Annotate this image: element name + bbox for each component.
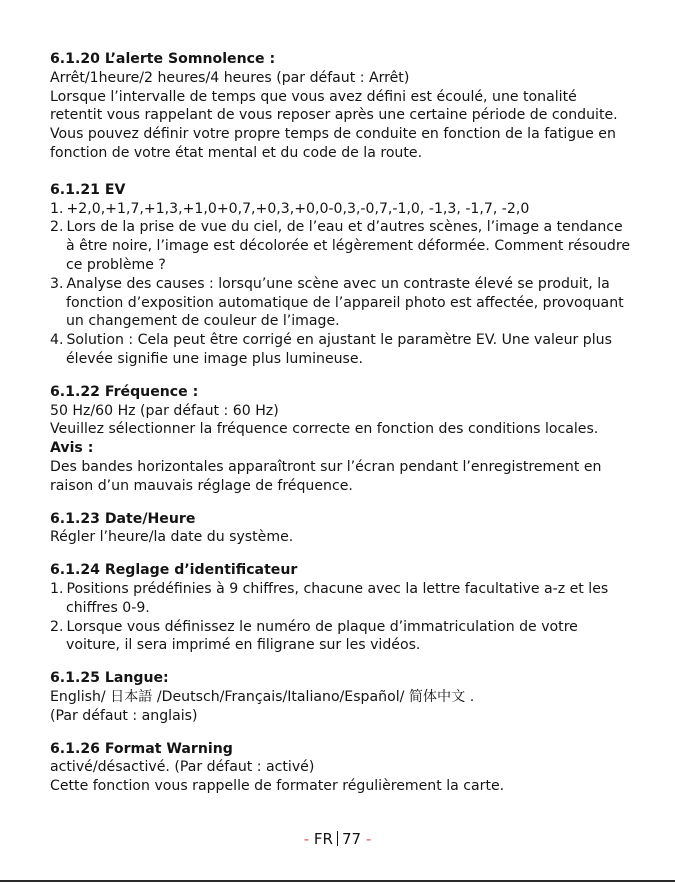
- page-content: [50, 50, 630, 810]
- list-text: Positions prédéfinies à 9 chiffres, chacune avec la lettre facultative a-z et les chiffres 0-9.: [66, 580, 609, 616]
- list-text: Lors de la prise de vue du ciel, de l’eau et d’autres scènes, l’image a tendance à être noire, l’image est décolorée et légèrement déformée. Comment résoudre ce problème ?: [66, 219, 631, 273]
- section-heading: 6.1.23 Date/Heure: [50, 510, 196, 527]
- footer-separator: [337, 831, 338, 846]
- footer-dash-left: -: [303, 830, 310, 848]
- section-format-warning: [50, 740, 630, 796]
- list-item: [50, 580, 630, 618]
- page-number: 77: [341, 830, 362, 848]
- bottom-rule: [0, 880, 675, 882]
- paragraph: English/ 日本語 /Deutsch/Français/Italiano/Español/ 简体中文 .: [50, 688, 475, 705]
- section-heading: 6.1.21 EV: [50, 181, 126, 198]
- section-heading: 6.1.22 Fréquence :: [50, 383, 199, 400]
- section-heading: 6.1.20 L’alerte Somnolence :: [50, 51, 276, 67]
- paragraph: 50 Hz/60 Hz (par défaut : 60 Hz): [50, 402, 279, 419]
- notice-heading: Avis :: [50, 440, 94, 457]
- section-identifier: [50, 561, 630, 655]
- paragraph: Régler l’heure/la date du système.: [50, 529, 294, 546]
- list-text: Solution : Cela peut être corrigé en ajustant le paramètre EV. Une valeur plus élevée signifie une image plus lumineuse.: [66, 332, 612, 367]
- footer-language: FR: [313, 830, 333, 848]
- list-number: 1.: [50, 580, 64, 597]
- list-number: 2.: [50, 618, 64, 635]
- section-ev: [50, 181, 630, 369]
- list-text: +2,0,+1,7,+1,3,+1,0+0,7,+0,3,+0,0-0,3,-0,7,-1,0, -1,3, -1,7, -2,0: [66, 200, 530, 217]
- list-item: [50, 331, 630, 369]
- paragraph: Cette fonction vous rappelle de formater régulièrement la carte.: [50, 778, 505, 795]
- section-heading: 6.1.26 Format Warning: [50, 740, 233, 757]
- section-heading: 6.1.25 Langue:: [50, 670, 169, 687]
- list-item: [50, 275, 630, 331]
- section-heading: 6.1.24 Reglage d’identificateur: [50, 562, 298, 579]
- paragraph: activé/désactivé. (Par défaut : activé): [50, 759, 315, 776]
- list-number: 2.: [50, 219, 64, 236]
- paragraph: Veuillez sélectionner la fréquence correcte en fonction des conditions locales.: [50, 421, 599, 438]
- list-number: 4.: [50, 332, 64, 349]
- page-footer: [0, 829, 675, 849]
- list-text: Lorsque vous définissez le numéro de plaque d’immatriculation de votre voiture, il sera imprimé en filigrane sur les vidéos.: [66, 618, 578, 654]
- list-number: 1.: [50, 200, 64, 217]
- paragraph: Lorsque l’intervalle de temps que vous avez défini est écoulé, une tonalité retentit vous rappelant de vous reposer après une certaine période de conduite. Vous pouvez définir votre propre temps de conduite en fonction de la fatigue en fonction de votre état mental et du code de la route.: [50, 88, 618, 161]
- footer-dash-right: -: [365, 830, 372, 848]
- paragraph: Des bandes horizontales apparaîtront sur l’écran pendant l’enregistrement en raison d’un mauvais réglage de fréquence.: [50, 458, 602, 494]
- section-frequency: [50, 383, 630, 496]
- section-language: [50, 669, 630, 725]
- list-item: [50, 200, 630, 219]
- list-item: [50, 218, 630, 274]
- section-date-time: [50, 510, 630, 548]
- paragraph: Arrêt/1heure/2 heures/4 heures (par défaut : Arrêt): [50, 69, 410, 86]
- section-drowsiness-alert: [50, 50, 630, 163]
- list-number: 3.: [50, 275, 64, 292]
- list-text: Analyse des causes : lorsqu’une scène avec un contraste élevé se produit, la fonction d’exposition automatique de l’appareil photo est affectée, provoquant un changement de couleur de l’image.: [66, 275, 624, 330]
- paragraph: (Par défaut : anglais): [50, 707, 198, 724]
- list-item: [50, 618, 630, 656]
